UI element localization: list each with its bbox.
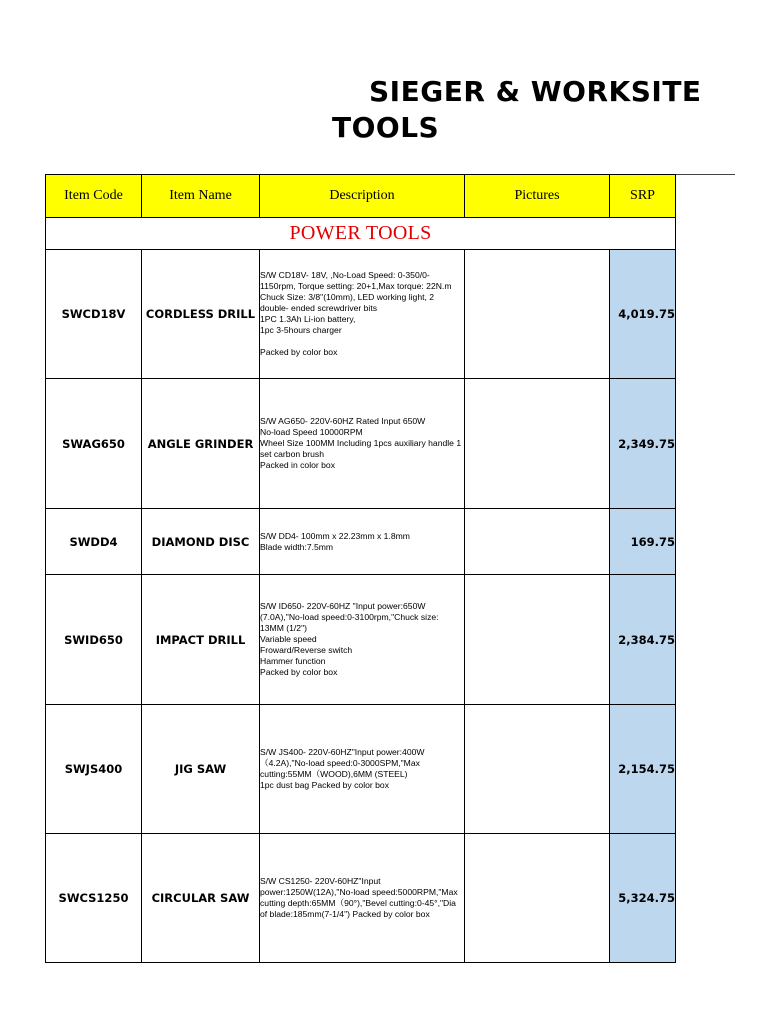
item-code-cell: SWCD18V (46, 250, 142, 379)
table-row (46, 509, 676, 575)
column-header-srp: SRP (610, 175, 676, 218)
column-header-description: Description (260, 175, 465, 218)
picture-cell (465, 379, 610, 509)
srp-cell: 5,324.75 (610, 834, 676, 963)
picture-cell (465, 575, 610, 705)
item-code-cell: SWAG650 (46, 379, 142, 509)
item-code-cell: SWID650 (46, 575, 142, 705)
item-code-cell: SWCS1250 (46, 834, 142, 963)
description-cell: S/W JS400- 220V-60HZ"Input power:400W（4.2A),"No-load speed:0-3000SPM,"Max cutting:55MM（WOOD),6MM (STEEL) 1pc dust bag Packed by color box (260, 705, 465, 834)
srp-cell: 2,154.75 (610, 705, 676, 834)
picture-cell (465, 509, 610, 575)
column-header-item-code: Item Code (46, 175, 142, 218)
item-name-cell: CORDLESS DRILL (142, 250, 260, 379)
page-title (332, 74, 752, 146)
category-label: POWER TOOLS (46, 218, 676, 250)
item-name-cell: CIRCULAR SAW (142, 834, 260, 963)
item-name-cell: DIAMOND DISC (142, 509, 260, 575)
table-row (46, 379, 676, 509)
srp-cell: 169.75 (610, 509, 676, 575)
item-name-cell: JIG SAW (142, 705, 260, 834)
table-row (46, 705, 676, 834)
item-name-cell: ANGLE GRINDER (142, 379, 260, 509)
column-header-item-name: Item Name (142, 175, 260, 218)
item-code-cell: SWJS400 (46, 705, 142, 834)
table-row (46, 575, 676, 705)
srp-cell: 2,384.75 (610, 575, 676, 705)
description-cell: S/W DD4- 100mm x 22.23mm x 1.8mm Blade width:7.5mm (260, 509, 465, 575)
title-line-1: SIEGER & WORKSITE (369, 75, 702, 108)
table-header-row (46, 175, 676, 218)
description-cell: S/W AG650- 220V-60HZ Rated Input 650W No-load Speed 10000RPM Wheel Size 100MM Including 1pcs auxiliary handle 1 set carbon brush Packed in color box (260, 379, 465, 509)
picture-cell (465, 250, 610, 379)
table-row (46, 834, 676, 963)
srp-cell: 4,019.75 (610, 250, 676, 379)
item-code-cell: SWDD4 (46, 509, 142, 575)
picture-cell (465, 834, 610, 963)
price-table (45, 174, 676, 963)
title-line-2: TOOLS (332, 111, 440, 144)
table-row (46, 250, 676, 379)
description-cell: S/W ID650- 220V-60HZ "Input power:650W (7.0A),"No-load speed:0-3100rpm,"Chuck size: 13MM (1/2") Variable speed Froward/Reverse switch Hammer function Packed by color box (260, 575, 465, 705)
description-cell: S/W CD18V- 18V, ,No-Load Speed: 0-350/0-1150rpm, Torque setting: 20+1,Max torque: 22N.m Chuck Size: 3/8"(10mm), LED working light, 2 double- ended screwdriver bits 1PC 1.3Ah Li-ion battery, 1pc 3-5hours charger Packed by color box (260, 250, 465, 379)
picture-cell (465, 705, 610, 834)
item-name-cell: IMPACT DRILL (142, 575, 260, 705)
header-rule-line (675, 174, 735, 175)
srp-cell: 2,349.75 (610, 379, 676, 509)
description-cell: S/W CS1250- 220V-60HZ"Input power:1250W(12A),"No-load speed:5000RPM,"Max cutting depth:65MM（90°),"Bevel cutting:0-45°,"Dia of blade:185mm(7-1/4") Packed by color box (260, 834, 465, 963)
category-row (46, 218, 676, 250)
column-header-pictures: Pictures (465, 175, 610, 218)
